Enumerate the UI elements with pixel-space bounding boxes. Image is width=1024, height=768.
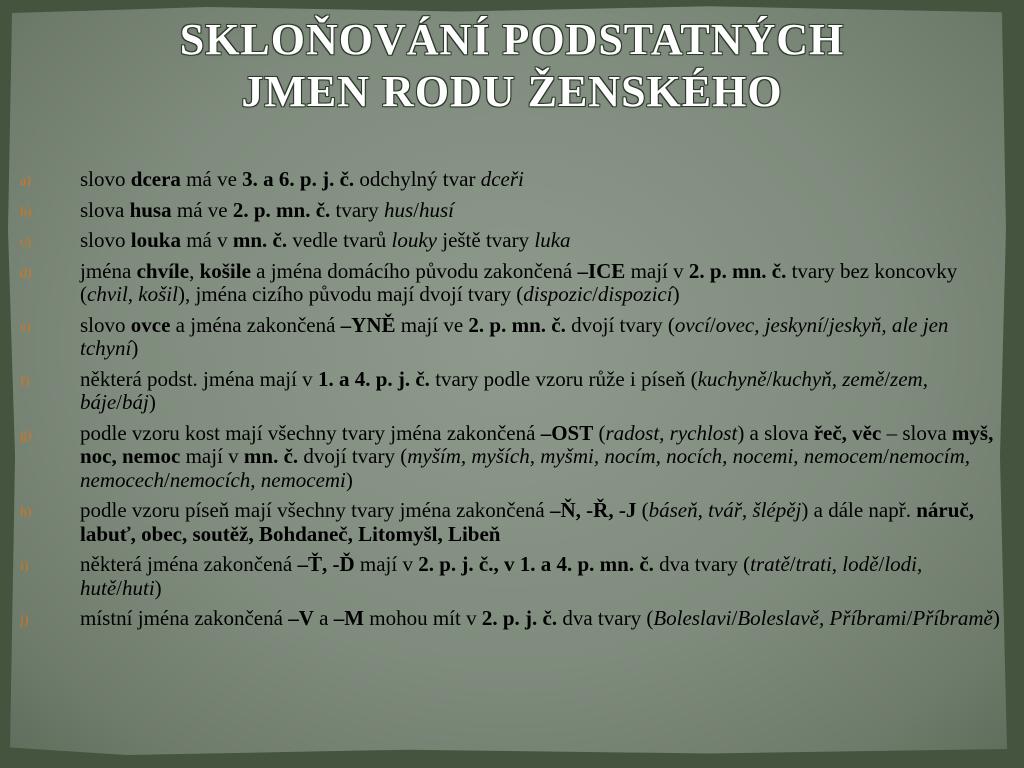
text-run: ) [345, 467, 353, 492]
text-run: ještě tvary [436, 228, 535, 252]
italic-example: radost, rychlost [605, 420, 738, 445]
italic-example: nemocím, nemocech [80, 444, 970, 492]
title-line-1: SKLOŇOVÁNÍ PODSTATNÝCH [179, 15, 845, 64]
italic-example: ovcí [674, 312, 710, 337]
italic-example: myším, myších, myšmi, nocím, nocích, nocemi, nemocem [407, 444, 884, 468]
text-run: dvojí tvary ( [565, 312, 675, 337]
text-run: / [883, 444, 889, 468]
text-run: a jména domácího původu zakončená [250, 258, 578, 283]
bold-term: náruč, labuť, obec, soutěž, Bohdaneč, Litomyšl, Libeň [80, 498, 974, 546]
list-marker: h) [20, 505, 32, 520]
bold-term: –M [333, 606, 365, 630]
list-item [18, 168, 1008, 192]
bold-term: louka [130, 228, 181, 252]
bold-term: 2. p. j. č. [481, 606, 558, 630]
list-item-text [80, 167, 524, 191]
italic-example: chvil, košil [87, 282, 178, 306]
slide-title [0, 14, 1024, 118]
bold-term: –YNĚ [340, 312, 396, 337]
list-item [18, 229, 1008, 253]
list-item [18, 499, 1008, 546]
list-item-text [80, 198, 454, 222]
bold-term: –OST [540, 420, 594, 445]
text-run: / [116, 575, 122, 600]
list-item [18, 199, 1008, 223]
text-run: / [116, 390, 122, 414]
italic-example: luka [534, 228, 571, 252]
text-run: a [313, 606, 334, 630]
text-run: / [163, 467, 170, 492]
text-run: má ve [171, 197, 233, 222]
text-run: má v [180, 228, 233, 252]
list-item [18, 422, 1008, 493]
bold-term: 2. p. mn. č. [688, 258, 787, 283]
text-run: / [731, 606, 738, 630]
text-run: – slova [881, 420, 952, 445]
list-item [18, 607, 1008, 631]
bold-term: mn. č. [243, 444, 299, 468]
text-run: / [766, 366, 773, 391]
text-run: ( [636, 498, 649, 522]
bold-term: husa [129, 197, 172, 222]
list-marker: j) [20, 613, 29, 628]
bold-term: 3. a 6. p. j. č. [242, 167, 355, 191]
list-item [18, 260, 1008, 307]
list-item-text [80, 552, 922, 600]
text-run: dva tvary ( [653, 552, 751, 576]
italic-example: tratě [750, 552, 790, 576]
italic-example: louky [391, 228, 437, 252]
bold-term: –V [288, 606, 314, 630]
text-run: slovo [80, 167, 131, 191]
text-run: tvary podle vzoru růže i píseň ( [429, 366, 698, 391]
bold-term: 2. p. j. č., v 1. a 4. p. mn. č. [418, 552, 654, 576]
italic-example: ovec, jeskyní [715, 312, 824, 337]
list-marker: i) [20, 559, 29, 574]
text-run: místní jména zakončená [80, 606, 289, 630]
bold-term: 1. a 4. p. j. č. [317, 366, 430, 391]
text-run: / [789, 552, 796, 576]
italic-example: Boleslavě, Příbrami [737, 606, 907, 630]
list-marker: c) [20, 235, 31, 250]
italic-example: nemocích, nemocemi [169, 467, 346, 492]
list-marker: g) [20, 427, 32, 443]
text-run: / [413, 197, 419, 222]
text-run: podle vzoru píseň mají všechny tvary jména zakončená [80, 498, 550, 522]
list-item-text [80, 313, 948, 361]
text-run: ) [148, 390, 156, 414]
bold-term: 2. p. mn. č. [232, 197, 331, 222]
text-run: podle vzoru kost mají všechny tvary jména zakončená [80, 420, 541, 445]
list-item-text [80, 259, 957, 307]
bold-term: řeč, věc [813, 420, 882, 445]
list-item-text [80, 606, 1000, 630]
text-run: / [906, 606, 913, 630]
italic-example: dispozicí [597, 282, 673, 306]
text-run: ) [154, 575, 162, 600]
list-item-text [80, 421, 993, 492]
text-run: odchylný tvar [354, 167, 481, 191]
bold-term: chvíle [136, 258, 190, 283]
list-marker: a) [20, 174, 31, 189]
italic-example: husí [418, 197, 454, 222]
text-run: ) [672, 282, 680, 306]
text-run: mají v [180, 444, 244, 468]
italic-example: Boleslavi [653, 606, 732, 630]
text-run: slovo [80, 228, 131, 252]
list-item-text [80, 498, 974, 546]
text-run: a jména zakončená [170, 312, 341, 337]
italic-example: kuchyň, země [772, 366, 885, 391]
text-run: slova [80, 197, 130, 222]
text-run: vedle tvarů [287, 228, 392, 252]
text-run: mají ve [395, 312, 469, 337]
italic-example: jeskyň, ale jen tchyní [80, 312, 949, 360]
text-run: dvojí tvary ( [298, 444, 408, 468]
list-item [18, 314, 1008, 361]
list-item-text [80, 367, 928, 415]
text-run: některá jména zakončená [80, 552, 298, 576]
bold-term: –Ť, -Ď [297, 552, 355, 576]
text-run: ), jména cizího původu mají dvojí tvary ( [177, 282, 524, 306]
text-run: jména [80, 258, 137, 283]
italic-example: báseň, tvář, šlépěj [648, 498, 802, 522]
text-run: má ve [180, 167, 243, 191]
italic-example: báj [122, 390, 149, 414]
list-marker: b) [20, 204, 32, 220]
bold-term: dcera [130, 167, 181, 191]
bold-term: –Ň, -Ř, -J [550, 498, 637, 522]
italic-example: zem, báje [80, 366, 928, 414]
italic-example: kuchyně [697, 366, 767, 391]
text-run: slovo [80, 312, 131, 337]
bold-term: 2. p. mn. č. [468, 312, 566, 337]
list-item-text [80, 228, 571, 252]
bold-term: košile [199, 258, 251, 283]
text-run: mají v [625, 258, 689, 283]
text-run: , [189, 258, 200, 283]
text-run: dva tvary ( [557, 606, 654, 630]
text-run: / [878, 552, 885, 576]
bold-term: –ICE [577, 258, 626, 283]
list-item [18, 368, 1008, 415]
text-run: mají v [354, 552, 419, 576]
text-run: tvary [330, 197, 384, 222]
italic-example: hus [383, 197, 414, 222]
title-line-2: JMEN RODU ŽENSKÉHO [241, 67, 783, 116]
text-run: / [823, 312, 829, 337]
italic-example: dceři [480, 167, 524, 191]
text-run: mohou mít v [364, 606, 482, 630]
italic-example: dispozic [523, 282, 593, 306]
bold-term: ovce [130, 312, 171, 337]
bold-term: myš, noc, nemoc [80, 420, 994, 468]
text-run: ) a dále např. [801, 498, 917, 522]
rule-list [18, 168, 1008, 638]
bold-term: mn. č. [232, 228, 288, 252]
text-run: některá podst. jména mají v [80, 366, 318, 391]
italic-example: trati, lodě [795, 552, 879, 576]
list-item [18, 553, 1008, 600]
text-run: ) [992, 606, 1000, 630]
text-run: ( [593, 420, 606, 445]
italic-example: lodi, hutě [80, 552, 923, 600]
list-marker: d) [20, 265, 32, 281]
text-run: ) a slova [737, 420, 814, 445]
text-run: tvary bez koncovky ( [80, 258, 958, 306]
italic-example: huti [122, 575, 155, 600]
text-run: / [709, 312, 716, 337]
text-run: / [592, 282, 598, 306]
list-marker: f) [20, 373, 30, 389]
list-marker: e) [20, 319, 31, 335]
italic-example: Příbramě [912, 606, 993, 630]
text-run: ) [131, 336, 139, 360]
text-run: / [884, 366, 891, 391]
